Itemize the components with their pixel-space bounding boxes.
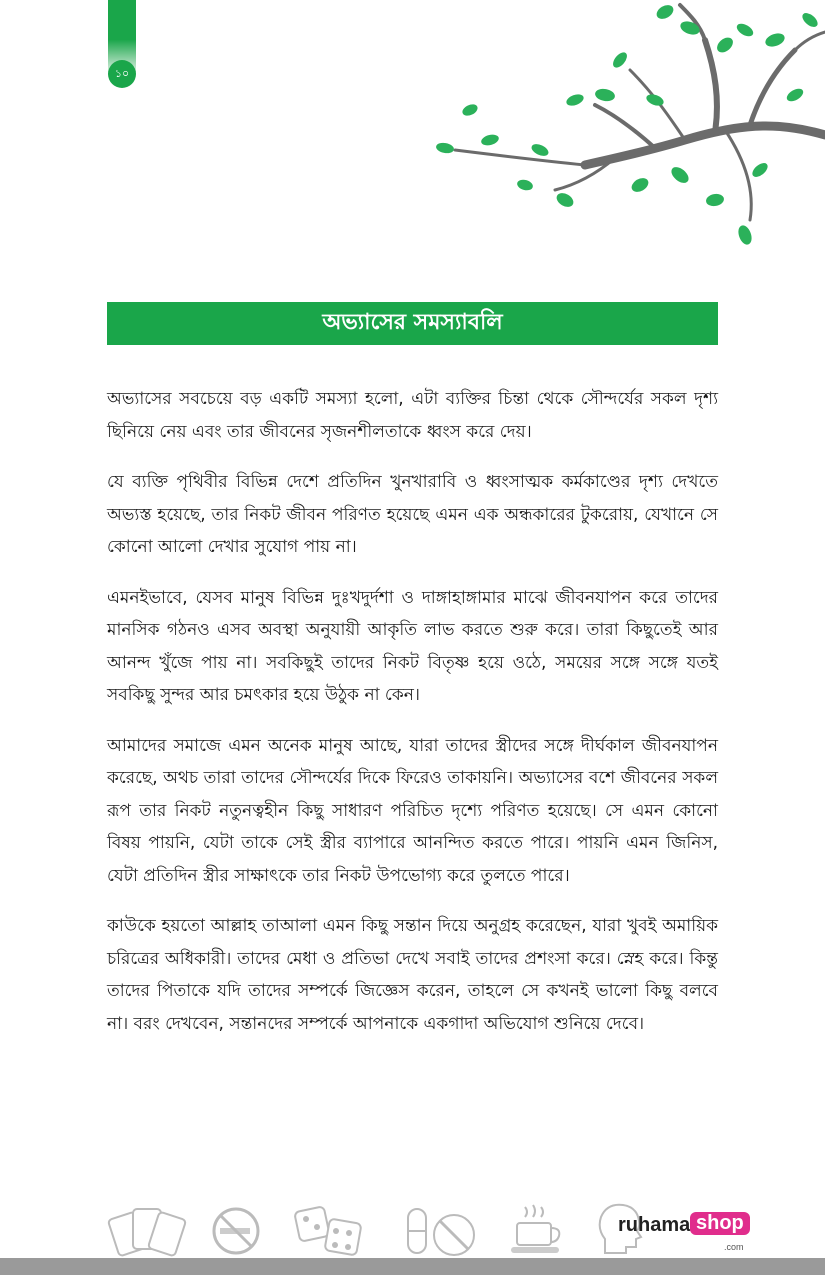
body-text xyxy=(107,383,718,1058)
paragraph: আমাদের সমাজে এমন অনেক মানুষ আছে, যারা তাদের স্ত্রীদের সঙ্গে দীর্ঘকাল জীবনযাপন করেছে, অথচ তারা তাদের সৌন্দর্যের দিকে ফিরেও তাকায়নি। অভ্যাসের বশে জীবনের সকল রূপ তার নিকট নতুনত্বহীন কিছু সাধারণ পরিচিত দৃশ্যে পরিণত হয়েছে। সে এমন কোনো বিষয় পায়নি, যেটা তাকে সেই স্ত্রীর ব্যাপারে আনন্দিত করতে পারে। পায়নি এমন জিনিস, যেটা প্রতিদিন স্ত্রীর সাক্ষাৎকে তার নিকট উপভোগ্য করে তুলতে পারে। xyxy=(107,735,718,886)
tree-branch-illustration xyxy=(415,0,825,255)
pills-icon xyxy=(402,1203,482,1258)
section-title: অভ্যাসের সমস্যাবলি xyxy=(107,302,718,345)
ruhama-shop-logo xyxy=(618,1212,778,1258)
bottom-torn-strip xyxy=(0,1258,825,1275)
dice-icon xyxy=(291,1203,371,1258)
paragraph: এমনইভাবে, যেসব মানুষ বিভিন্ন দুঃখদুর্দশা ও দাঙ্গাহাঙ্গামার মাঝে জীবনযাপন করে তাদের মানসিক গঠনও এসব অবস্থা অনুযায়ী আকৃতি লাভ করতে শুরু করে। তারা কিছুতেই আর আনন্দ খুঁজে পায় না। সবকিছুই তাদের নিকট বিতৃষ্ণ হয়ে ওঠে, সময়ের সঙ্গে সঙ্গে যতই সবকিছু সুন্দর আর চমৎকার হয়ে উঠুক না কেন। xyxy=(107,587,718,705)
page-number: ১০ xyxy=(108,60,136,88)
brand-name: ruhama xyxy=(618,1214,691,1236)
brand-shop-label: shop xyxy=(690,1212,750,1235)
paragraph: অভ্যাসের সবচেয়ে বড় একটি সমস্যা হলো, এটা ব্যক্তির চিন্তা থেকে সৌন্দর্যের সকল দৃশ্য ছিনিয়ে নেয় এবং তার জীবনের সৃজনশীলতাকে ধ্বংস করে দেয়। xyxy=(107,389,718,442)
coffee-cup-icon xyxy=(507,1203,567,1258)
paragraph: কাউকে হয়তো আল্লাহ তাআলা এমন কিছু সন্তান দিয়ে অনুগ্রহ করেছেন, যারা খুবই অমায়িক চরিত্রের অধিকারী। তাদের মেধা ও প্রতিভা দেখে সবাই তাদের প্রশংসা করে। স্নেহ করে। কিন্তু তাদের পিতাকে যদি তাদের সম্পর্কে জিজ্ঞেস করেন, তাহলে সে কখনই ভালো কিছু বলবে না। বরং দেখবেন, সন্তানদের সম্পর্কে আপনাকে একগাদা অভিযোগ শুনিয়ে দেবে। xyxy=(107,916,718,1034)
no-smoking-icon xyxy=(210,1203,262,1258)
paragraph: যে ব্যক্তি পৃথিবীর বিভিন্ন দেশে প্রতিদিন খুনখারাবি ও ধ্বংসাত্মক কর্মকাণ্ডের দৃশ্য দেখতে অভ্যস্ত হয়েছে, তার নিকট জীবন পরিণত হয়েছে এমন এক অন্ধকারের টুকরোয়, যেখানে সে কোনো আলো দেখার সুযোগ পায় না। xyxy=(107,472,718,557)
playing-cards-icon xyxy=(107,1203,187,1258)
brand-domain: .com xyxy=(724,1242,744,1252)
